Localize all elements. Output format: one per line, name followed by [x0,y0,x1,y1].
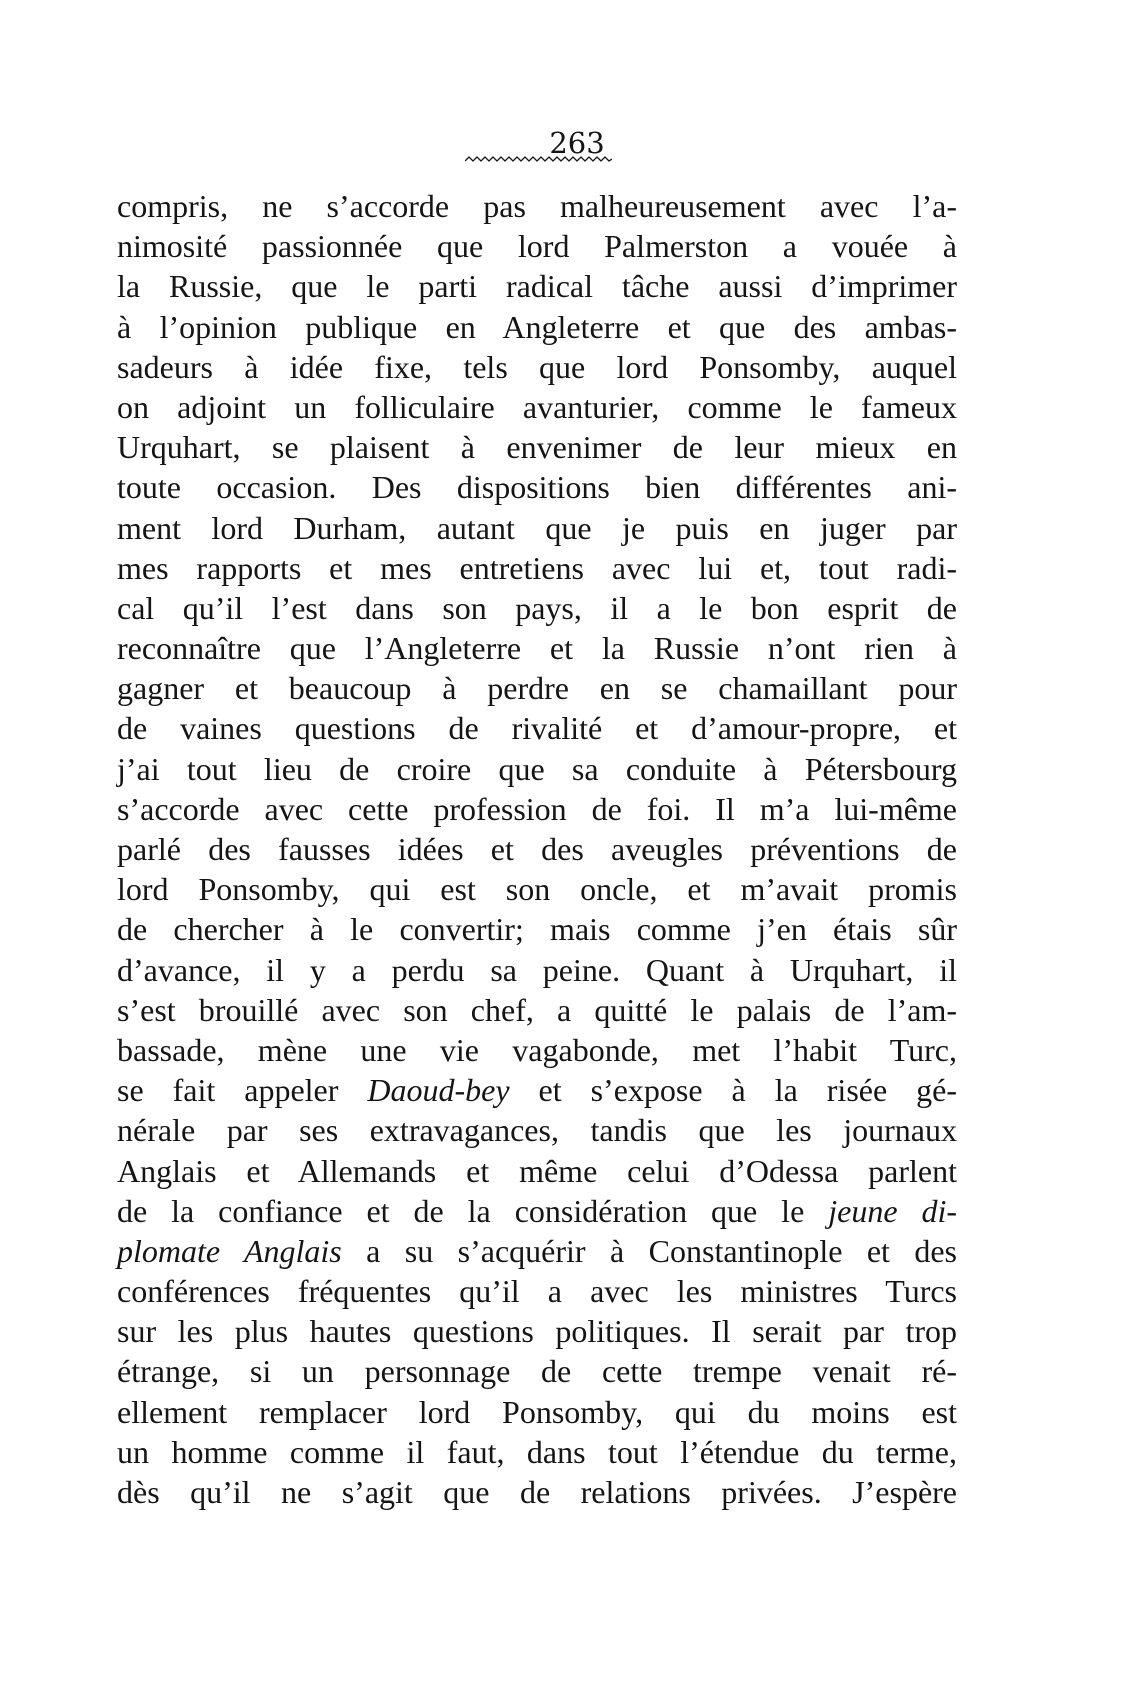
italic-phrase: jeune di- [828,1192,958,1229]
header-ornament-rule [465,155,612,163]
text-line [117,1070,957,1110]
text-line: parlé des fausses idées et des aveugles préventions de [117,831,957,867]
text-line: Anglais et Allemands et même celui d’Odessa parlent [117,1152,957,1189]
text-line: mes rapports et mes entretiens avec lui et, tout radi- [117,549,957,586]
text-line: nimosité passionnée que lord Palmerston a vouée à [117,228,957,265]
text-line: de chercher à le convertir; mais comme j’en étais sûr [117,911,957,948]
text-line: sur les plus hautes questions politiques. Il serait par trop [117,1313,957,1350]
text-line: Urquhart, se plaisent à envenimer de leur mieux en [117,429,957,466]
text-run: de la confiance et de la considération que le [117,1192,829,1229]
text-run: se fait appeler [117,1072,368,1109]
text-line: cal qu’il l’est dans son pays, il a le bon esprit de [117,589,957,626]
body-text [117,186,957,1512]
text-line: étrange, si un personnage de cette trempe venait ré- [117,1353,957,1390]
text-line: bassade, mène une vie vagabonde, met l’habit Turc, [117,1031,957,1068]
text-line: lord Ponsomby, qui est son oncle, et m’avait promis [117,871,957,908]
text-line: de vaines questions de rivalité et d’amour-propre, et [117,710,957,747]
text-line: ment lord Durham, autant que je puis en juger par [117,509,957,546]
text-line: gagner et beaucoup à perdre en se chamaillant pour [117,670,957,707]
text-line: reconnaître que l’Angleterre et la Russie n’ont rien à [117,630,957,667]
italic-phrase: plomate Anglais [117,1232,342,1269]
text-line: s’est brouillé avec son chef, a quitté le palais de l’am- [117,991,957,1028]
text-run: et s’expose à la risée gé- [509,1072,958,1109]
text-line: s’accorde avec cette profession de foi. Il m’a lui-même [117,790,957,827]
text-line: sadeurs à idée fixe, tels que lord Ponsomby, auquel [117,348,957,385]
text-line: j’ai tout lieu de croire que sa conduite à Pétersbourg [117,750,957,787]
text-line: à l’opinion publique en Angleterre et que des ambas- [117,308,957,345]
text-line: dès qu’il ne s’agit que de relations privées. J’espère [117,1474,957,1510]
text-line: toute occasion. Des dispositions bien différentes ani- [117,469,957,506]
page-number: 263 [549,126,605,160]
text-run: a su s’acquérir à Constantinople et des [341,1232,958,1269]
text-line: on adjoint un folliculaire avanturier, comme le fameux [117,388,957,425]
text-line: compris, ne s’accorde pas malheureusement avec l’a- [117,188,957,224]
italic-name: Daoud-bey [367,1072,510,1109]
text-line: ellement remplacer lord Ponsomby, qui du moins est [117,1393,957,1430]
text-line: un homme comme il faut, dans tout l’étendue du terme, [117,1433,957,1470]
text-line: nérale par ses extravagances, tandis que les journaux [117,1112,957,1149]
text-line: la Russie, que le parti radical tâche aussi d’imprimer [117,268,957,305]
text-line: conférences fréquentes qu’il a avec les ministres Turcs [117,1273,957,1310]
text-line [117,1191,957,1231]
text-line: d’avance, il y a perdu sa peine. Quant à Urquhart, il [117,951,957,988]
text-line [117,1231,957,1271]
